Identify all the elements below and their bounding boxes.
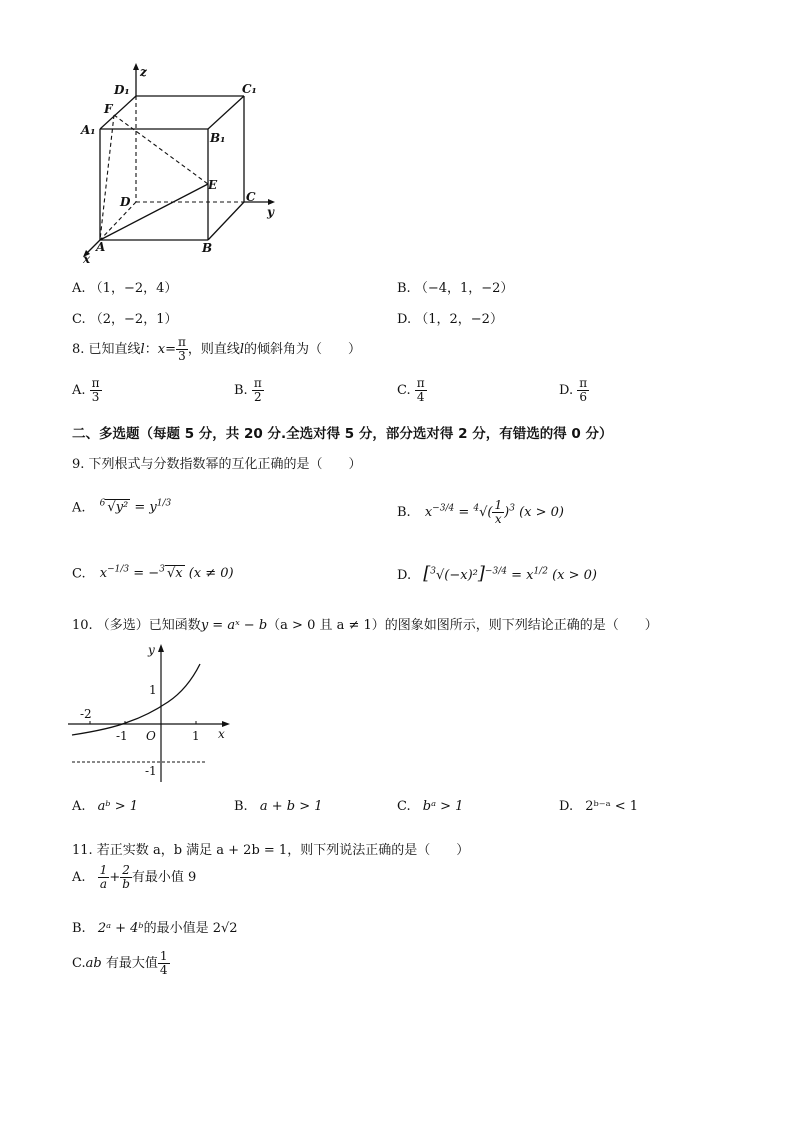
q7-option-c-text: （2，−2，1） xyxy=(89,312,178,327)
q11-option-a[interactable] xyxy=(72,864,196,891)
base: x xyxy=(424,505,433,520)
q7-option-c[interactable] xyxy=(72,308,177,327)
q10-option-d[interactable] xyxy=(559,799,638,814)
condition: (x > 0) xyxy=(519,505,564,520)
q8-option-d[interactable] xyxy=(559,377,589,404)
q10-tick-1-x: 1 xyxy=(192,729,200,743)
label-x: x xyxy=(83,252,91,265)
q10-option-a[interactable] xyxy=(72,799,138,814)
radical-index: 4 xyxy=(473,503,480,514)
frac-num: 1 xyxy=(494,498,503,512)
frac-den: 3 xyxy=(91,390,100,404)
exponent: −3/4 xyxy=(432,503,455,514)
q10-tick-neg1-x: -1 xyxy=(116,729,128,743)
q8-stem-post: ，则直线 xyxy=(187,342,240,357)
radical: √y² xyxy=(107,500,129,516)
q10-option-a-letter: A. xyxy=(72,799,86,814)
frac-den: 2 xyxy=(253,390,262,404)
radicand: x xyxy=(175,566,183,582)
q11-option-c-mid: 有最大值 xyxy=(105,956,158,971)
frac-den: x xyxy=(494,512,502,526)
frac-den: 4 xyxy=(159,963,168,977)
q7-option-b-letter: B. xyxy=(397,281,411,296)
q10-option-c[interactable] xyxy=(397,799,463,814)
label-a: A xyxy=(96,240,106,254)
q7-option-d[interactable] xyxy=(397,308,503,327)
q8-stem-frac-num: π xyxy=(177,335,186,349)
q7-option-b[interactable] xyxy=(397,277,513,296)
frac-den: b xyxy=(122,877,130,891)
q7-option-a[interactable] xyxy=(72,277,177,296)
label-b: B xyxy=(202,241,213,255)
q8-x-eq: x= xyxy=(157,342,176,357)
q10-graph xyxy=(68,640,238,785)
frac-den: 6 xyxy=(579,390,587,404)
q8-stem-frac-den: 3 xyxy=(178,349,186,363)
frac-num: π xyxy=(253,376,262,390)
exponent: −3/4 xyxy=(484,566,507,577)
label-d1: D₁ xyxy=(114,83,130,97)
frac-num: 1 xyxy=(99,863,108,877)
q11-option-b-tail: 的最小值是 2√2 xyxy=(143,921,238,936)
q7-option-a-letter: A. xyxy=(72,281,86,296)
label-b1: B₁ xyxy=(210,131,226,145)
q10-stem xyxy=(72,614,658,633)
power: 3 xyxy=(509,503,515,514)
q9-option-c-letter: C. xyxy=(72,566,86,582)
q7-option-d-text: （1，2，−2） xyxy=(415,312,503,327)
q10-tick-1-y: 1 xyxy=(149,683,157,697)
q8-option-b-fraction xyxy=(252,377,264,404)
q8-colon: ： xyxy=(144,342,158,357)
label-f: F xyxy=(104,102,113,116)
base: x xyxy=(99,566,108,582)
q9-option-b[interactable]: B. $x^{-3/4} = ^4√$( $\frac{1}{x}$ )$^3$ (x > 0) xyxy=(397,498,564,526)
q9-option-c[interactable] xyxy=(72,565,234,581)
q8-option-a-fraction xyxy=(90,377,102,404)
q10-option-d-letter: D. xyxy=(559,799,574,814)
q11-option-a-tail: 有最小值 9 xyxy=(131,870,197,885)
q10-y-label: y xyxy=(148,643,155,657)
q10-option-d-text: 2ᵇ⁻ᵃ < 1 xyxy=(585,799,639,814)
q11-option-c-expr: ab xyxy=(85,956,102,971)
equals: = y xyxy=(134,500,157,516)
label-y: y xyxy=(267,205,274,219)
frac-num: π xyxy=(579,376,588,390)
frac-den: 4 xyxy=(416,390,425,404)
frac-num: π xyxy=(416,376,425,390)
fraction xyxy=(492,499,504,526)
q11-option-c-fraction xyxy=(158,950,170,977)
exponent: −1/3 xyxy=(107,565,130,575)
radical-index: 3 xyxy=(159,565,165,575)
q8-l-2: l xyxy=(239,342,245,357)
q7-option-b-text: （−4，1，−2） xyxy=(414,281,514,296)
q9-option-b-letter: B. xyxy=(397,505,411,520)
radical-index: 6 xyxy=(99,499,106,509)
section-2-heading: 二、多选题（每题 5 分，共 20 分.全选对得 5 分，部分选对得 2 分，有错选的得 0 分） xyxy=(72,426,613,442)
q10-x-label: x xyxy=(218,727,225,741)
q10-option-c-letter: C. xyxy=(397,799,411,814)
q8-option-a-letter: A. xyxy=(72,383,86,398)
q11-stem: 11. 若正实数 a，b 满足 a + 2b = 1，则下列说法正确的是（ ） xyxy=(72,843,470,858)
exponent-2: 1/2 xyxy=(533,566,548,577)
q10-option-b-letter: B. xyxy=(234,799,248,814)
label-z: z xyxy=(140,65,147,79)
q10-stem-pre: 10. （多选）已知函数 xyxy=(72,618,201,633)
q10-condition: （a > 0 且 a ≠ 1） xyxy=(267,618,385,633)
q11-option-b[interactable] xyxy=(72,917,238,936)
label-a1: A₁ xyxy=(81,123,96,137)
q8-option-b-letter: B. xyxy=(234,383,248,398)
label-e: E xyxy=(208,178,218,192)
condition: (x > 0) xyxy=(552,568,597,583)
fraction-2 xyxy=(120,864,132,891)
q10-option-b[interactable] xyxy=(234,799,323,814)
q8-stem-fraction xyxy=(176,336,188,363)
q9-option-a[interactable] xyxy=(72,499,171,515)
q9-option-d[interactable]: D. $[^3√(-x)^2]^{-3/4} = x^{1/2}$ (x > 0) xyxy=(397,563,597,584)
cube-figure xyxy=(70,60,290,265)
q8-stem-end: 的倾斜角为（ ） xyxy=(244,342,362,357)
q8-option-d-letter: D. xyxy=(559,383,574,398)
q8-stem xyxy=(72,336,361,363)
label-c: C xyxy=(246,190,256,204)
q10-origin-label: O xyxy=(146,729,156,743)
label-d: D xyxy=(120,195,131,209)
q8-option-b[interactable] xyxy=(234,377,264,404)
q11-option-a-letter: A. xyxy=(72,870,86,885)
radicand: y² xyxy=(115,500,129,516)
q11-option-b-expr: 2ᵃ + 4ᵇ xyxy=(97,921,144,936)
radicand: (−x)² xyxy=(444,568,478,583)
radical: √x xyxy=(166,566,183,582)
q8-option-a[interactable] xyxy=(72,377,102,404)
equals: = x xyxy=(511,568,534,583)
q7-option-a-text: （1，−2，4） xyxy=(89,281,178,296)
q8-option-c[interactable] xyxy=(397,377,427,404)
q9-option-d-letter: D. xyxy=(397,568,412,583)
plus: + xyxy=(109,870,121,885)
q8-option-c-letter: C. xyxy=(397,383,411,398)
q10-function: y = aˣ − b xyxy=(200,618,268,633)
q9-stem: 9. 下列根式与分数指数幂的互化正确的是（ ） xyxy=(72,457,362,472)
q10-option-c-text: bᵃ > 1 xyxy=(422,799,464,814)
q11-option-c-letter: C. xyxy=(72,956,86,971)
radical-index: 3 xyxy=(430,566,436,577)
q9-option-a-letter: A. xyxy=(72,500,86,516)
frac-num: 2 xyxy=(120,864,132,878)
q8-option-d-fraction xyxy=(577,377,589,404)
label-c1: C₁ xyxy=(242,82,257,96)
equals: = − xyxy=(133,566,160,582)
q10-tick-neg2-x: -2 xyxy=(80,707,92,721)
condition: (x ≠ 0) xyxy=(188,566,234,582)
exponent: 1/3 xyxy=(156,499,172,509)
q7-option-d-letter: D. xyxy=(397,312,412,327)
q10-option-b-text: a + b > 1 xyxy=(259,799,323,814)
equals: = xyxy=(458,505,470,520)
frac-num: π xyxy=(91,376,100,390)
frac-den: a xyxy=(99,877,108,891)
q11-option-c[interactable] xyxy=(72,950,170,977)
q10-option-a-text: aᵇ > 1 xyxy=(97,799,139,814)
frac-num: 1 xyxy=(159,949,168,963)
q11-option-b-letter: B. xyxy=(72,921,86,936)
q7-option-c-letter: C. xyxy=(72,312,86,327)
q10-tick-neg1-y: -1 xyxy=(145,764,157,778)
q8-stem-pre: 8. 已知直线 xyxy=(72,342,141,357)
fraction-1 xyxy=(98,864,110,891)
q8-l: l xyxy=(140,342,145,357)
q8-option-c-fraction xyxy=(415,377,427,404)
q10-stem-post: 的图象如图所示，则下列结论正确的是（ ） xyxy=(384,618,658,633)
